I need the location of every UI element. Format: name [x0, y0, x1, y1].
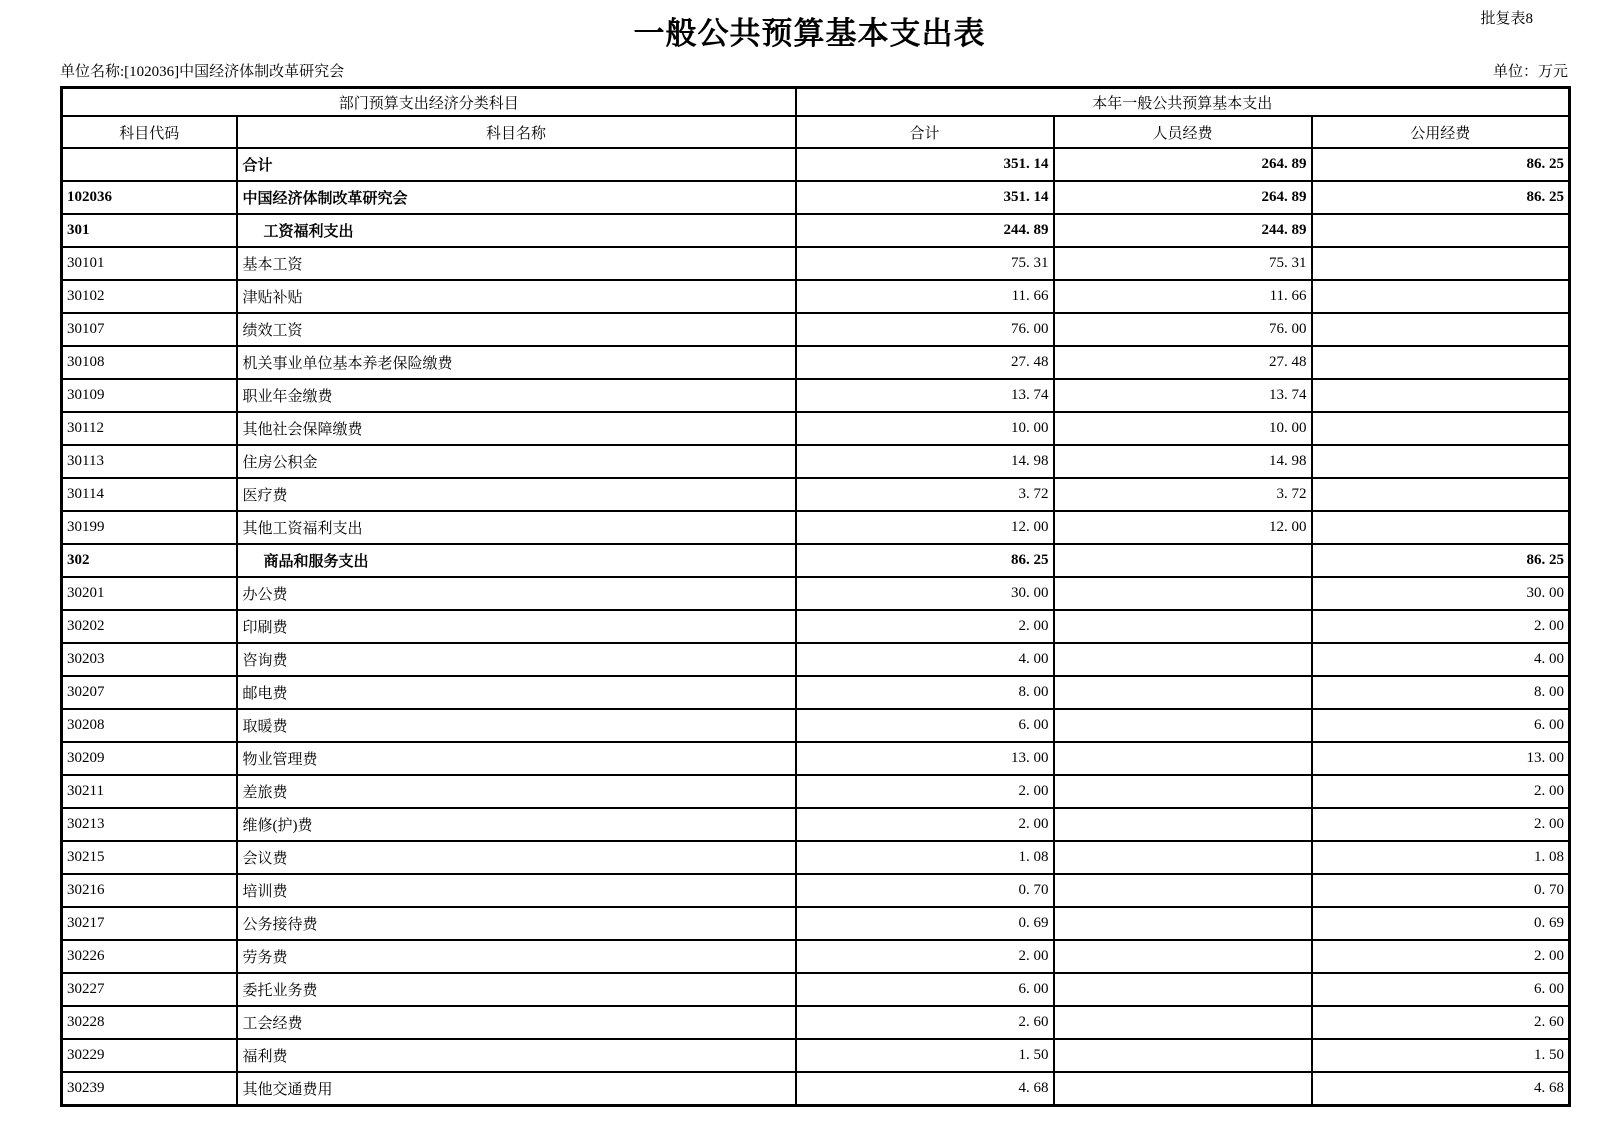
col-header-total: 合计 — [796, 116, 1054, 148]
total-amount-cell: 4. 00 — [796, 643, 1054, 676]
subject-name-cell: 委托业务费 — [237, 973, 796, 1006]
public-funds-cell: 13. 00 — [1312, 742, 1570, 775]
col-header-subject-name: 科目名称 — [237, 116, 796, 148]
personnel-funds-cell: 12. 00 — [1054, 511, 1312, 544]
table-row — [62, 973, 1570, 1006]
total-amount-cell: 8. 00 — [796, 676, 1054, 709]
personnel-funds-cell: 76. 00 — [1054, 313, 1312, 346]
total-amount-cell: 2. 60 — [796, 1006, 1054, 1039]
subject-code-cell: 30208 — [62, 709, 237, 742]
page-title: 一般公共预算基本支出表 — [633, 16, 986, 51]
total-amount-cell: 3. 72 — [796, 478, 1054, 511]
table-row — [62, 346, 1570, 379]
total-amount-cell: 2. 00 — [796, 610, 1054, 643]
table-row — [62, 379, 1570, 412]
subject-code-cell: 30109 — [62, 379, 237, 412]
subject-code-cell: 30227 — [62, 973, 237, 1006]
table-row — [62, 940, 1570, 973]
table-row — [62, 412, 1570, 445]
subject-code-cell: 30107 — [62, 313, 237, 346]
personnel-funds-cell: 27. 48 — [1054, 346, 1312, 379]
subject-code-cell: 30101 — [62, 247, 237, 280]
subject-code-cell: 30207 — [62, 676, 237, 709]
table-row — [62, 676, 1570, 709]
subject-code-cell: 30215 — [62, 841, 237, 874]
subject-code-cell: 30211 — [62, 775, 237, 808]
public-funds-cell: 86. 25 — [1312, 544, 1570, 577]
personnel-funds-cell: 10. 00 — [1054, 412, 1312, 445]
header-group-classification: 部门预算支出经济分类科目 — [62, 88, 796, 117]
table-row — [62, 1039, 1570, 1072]
total-amount-cell: 10. 00 — [796, 412, 1054, 445]
subject-name-cell: 福利费 — [237, 1039, 796, 1072]
subject-code-cell: 30226 — [62, 940, 237, 973]
table-row — [62, 214, 1570, 247]
subject-name-cell: 合计 — [237, 148, 796, 181]
personnel-funds-cell — [1054, 610, 1312, 643]
corner-form-label: 批复表8 — [1480, 11, 1533, 27]
public-funds-cell: 8. 00 — [1312, 676, 1570, 709]
subject-code-cell: 30113 — [62, 445, 237, 478]
total-amount-cell: 0. 70 — [796, 874, 1054, 907]
subject-name-cell: 工资福利支出 — [237, 214, 796, 247]
col-header-personnel-funds: 人员经费 — [1054, 116, 1312, 148]
table-row — [62, 577, 1570, 610]
subject-name-cell: 印刷费 — [237, 610, 796, 643]
subject-code-cell: 30239 — [62, 1072, 237, 1106]
subject-name-cell: 中国经济体制改革研究会 — [237, 181, 796, 214]
subject-code-cell: 102036 — [62, 181, 237, 214]
subject-name-cell: 取暖费 — [237, 709, 796, 742]
subject-code-cell: 30114 — [62, 478, 237, 511]
public-funds-cell — [1312, 412, 1570, 445]
subject-name-cell: 劳务费 — [237, 940, 796, 973]
table-row — [62, 907, 1570, 940]
table-row — [62, 808, 1570, 841]
subject-code-cell: 30112 — [62, 412, 237, 445]
total-amount-cell: 244. 89 — [796, 214, 1054, 247]
subject-name-cell: 住房公积金 — [237, 445, 796, 478]
table-row — [62, 643, 1570, 676]
table-row — [62, 1072, 1570, 1106]
public-funds-cell: 4. 00 — [1312, 643, 1570, 676]
table-row — [62, 610, 1570, 643]
table-row — [62, 1006, 1570, 1039]
total-amount-cell: 11. 66 — [796, 280, 1054, 313]
public-funds-cell: 6. 00 — [1312, 709, 1570, 742]
public-funds-cell — [1312, 313, 1570, 346]
total-amount-cell: 6. 00 — [796, 709, 1054, 742]
subject-name-cell: 维修(护)费 — [237, 808, 796, 841]
table-row — [62, 742, 1570, 775]
personnel-funds-cell: 3. 72 — [1054, 478, 1312, 511]
table-body — [62, 148, 1570, 1106]
subject-name-cell: 工会经费 — [237, 1006, 796, 1039]
personnel-funds-cell — [1054, 808, 1312, 841]
subject-name-cell: 差旅费 — [237, 775, 796, 808]
subject-code-cell: 302 — [62, 544, 237, 577]
public-funds-cell: 2. 00 — [1312, 775, 1570, 808]
public-funds-cell: 2. 60 — [1312, 1006, 1570, 1039]
public-funds-cell: 0. 70 — [1312, 874, 1570, 907]
col-header-subject-code: 科目代码 — [62, 116, 237, 148]
subject-name-cell: 机关事业单位基本养老保险缴费 — [237, 346, 796, 379]
table-row — [62, 478, 1570, 511]
subject-name-cell: 商品和服务支出 — [237, 544, 796, 577]
public-funds-cell: 1. 08 — [1312, 841, 1570, 874]
table-row — [62, 775, 1570, 808]
subject-code-cell: 30199 — [62, 511, 237, 544]
total-amount-cell: 1. 50 — [796, 1039, 1054, 1072]
public-funds-cell — [1312, 445, 1570, 478]
total-amount-cell: 75. 31 — [796, 247, 1054, 280]
total-amount-cell: 12. 00 — [796, 511, 1054, 544]
total-amount-cell: 351. 14 — [796, 148, 1054, 181]
public-funds-cell — [1312, 247, 1570, 280]
table-row — [62, 511, 1570, 544]
subject-code-cell: 30203 — [62, 643, 237, 676]
total-amount-cell: 2. 00 — [796, 940, 1054, 973]
total-amount-cell: 14. 98 — [796, 445, 1054, 478]
subject-name-cell: 物业管理费 — [237, 742, 796, 775]
table-row — [62, 313, 1570, 346]
personnel-funds-cell — [1054, 544, 1312, 577]
total-amount-cell: 0. 69 — [796, 907, 1054, 940]
public-funds-cell: 4. 68 — [1312, 1072, 1570, 1106]
personnel-funds-cell — [1054, 973, 1312, 1006]
public-funds-cell — [1312, 280, 1570, 313]
col-header-public-funds: 公用经费 — [1312, 116, 1570, 148]
table-row — [62, 544, 1570, 577]
table-row — [62, 874, 1570, 907]
subject-code-cell: 30229 — [62, 1039, 237, 1072]
public-funds-cell — [1312, 511, 1570, 544]
subject-name-cell: 其他工资福利支出 — [237, 511, 796, 544]
subject-code-cell: 30217 — [62, 907, 237, 940]
table-row — [62, 445, 1570, 478]
subject-code-cell: 30102 — [62, 280, 237, 313]
subject-name-cell: 其他交通费用 — [237, 1072, 796, 1106]
public-funds-cell: 86. 25 — [1312, 181, 1570, 214]
personnel-funds-cell — [1054, 874, 1312, 907]
total-amount-cell: 13. 74 — [796, 379, 1054, 412]
total-amount-cell: 76. 00 — [796, 313, 1054, 346]
personnel-funds-cell: 264. 89 — [1054, 148, 1312, 181]
public-funds-cell: 0. 69 — [1312, 907, 1570, 940]
table-row — [62, 181, 1570, 214]
subject-name-cell: 绩效工资 — [237, 313, 796, 346]
personnel-funds-cell — [1054, 907, 1312, 940]
subject-code-cell: 30213 — [62, 808, 237, 841]
personnel-funds-cell — [1054, 841, 1312, 874]
public-funds-cell: 30. 00 — [1312, 577, 1570, 610]
public-funds-cell: 2. 00 — [1312, 610, 1570, 643]
personnel-funds-cell: 14. 98 — [1054, 445, 1312, 478]
public-funds-cell — [1312, 214, 1570, 247]
total-amount-cell: 4. 68 — [796, 1072, 1054, 1106]
total-amount-cell: 86. 25 — [796, 544, 1054, 577]
public-funds-cell: 2. 00 — [1312, 808, 1570, 841]
subject-name-cell: 培训费 — [237, 874, 796, 907]
subject-name-cell: 基本工资 — [237, 247, 796, 280]
personnel-funds-cell: 11. 66 — [1054, 280, 1312, 313]
subject-code-cell: 301 — [62, 214, 237, 247]
personnel-funds-cell — [1054, 775, 1312, 808]
personnel-funds-cell — [1054, 1006, 1312, 1039]
table-row — [62, 148, 1570, 181]
budget-table — [60, 86, 1571, 1107]
subject-name-cell: 咨询费 — [237, 643, 796, 676]
total-amount-cell: 30. 00 — [796, 577, 1054, 610]
subject-name-cell: 津贴补贴 — [237, 280, 796, 313]
personnel-funds-cell — [1054, 676, 1312, 709]
public-funds-cell: 6. 00 — [1312, 973, 1570, 1006]
subject-name-cell: 医疗费 — [237, 478, 796, 511]
total-amount-cell: 2. 00 — [796, 808, 1054, 841]
total-amount-cell: 6. 00 — [796, 973, 1054, 1006]
meta-row — [60, 60, 1568, 81]
personnel-funds-cell: 244. 89 — [1054, 214, 1312, 247]
personnel-funds-cell: 13. 74 — [1054, 379, 1312, 412]
unit-of-measure-label: 单位：万元 — [1492, 64, 1568, 80]
personnel-funds-cell — [1054, 577, 1312, 610]
subject-code-cell: 30228 — [62, 1006, 237, 1039]
subject-name-cell: 办公费 — [237, 577, 796, 610]
total-amount-cell: 2. 00 — [796, 775, 1054, 808]
personnel-funds-cell — [1054, 643, 1312, 676]
table-row — [62, 247, 1570, 280]
public-funds-cell: 1. 50 — [1312, 1039, 1570, 1072]
personnel-funds-cell — [1054, 1072, 1312, 1106]
total-amount-cell: 1. 08 — [796, 841, 1054, 874]
subject-code-cell: 30108 — [62, 346, 237, 379]
subject-code-cell: 30209 — [62, 742, 237, 775]
table-row — [62, 709, 1570, 742]
subject-name-cell: 职业年金缴费 — [237, 379, 796, 412]
table-row — [62, 841, 1570, 874]
table-group-header-row — [62, 88, 1570, 117]
unit-name-label: 单位名称:[102036]中国经济体制改革研究会 — [60, 64, 345, 80]
public-funds-cell — [1312, 478, 1570, 511]
personnel-funds-cell — [1054, 1039, 1312, 1072]
public-funds-cell: 86. 25 — [1312, 148, 1570, 181]
subject-code-cell: 30201 — [62, 577, 237, 610]
personnel-funds-cell — [1054, 940, 1312, 973]
personnel-funds-cell — [1054, 709, 1312, 742]
public-funds-cell — [1312, 346, 1570, 379]
subject-name-cell: 其他社会保障缴费 — [237, 412, 796, 445]
public-funds-cell: 2. 00 — [1312, 940, 1570, 973]
total-amount-cell: 27. 48 — [796, 346, 1054, 379]
personnel-funds-cell — [1054, 742, 1312, 775]
table-column-header-row — [62, 116, 1570, 148]
subject-code-cell: 30216 — [62, 874, 237, 907]
subject-name-cell: 公务接待费 — [237, 907, 796, 940]
personnel-funds-cell: 75. 31 — [1054, 247, 1312, 280]
subject-code-cell — [62, 148, 237, 181]
public-funds-cell — [1312, 379, 1570, 412]
header-group-current-year-expenditure: 本年一般公共预算基本支出 — [796, 88, 1570, 117]
personnel-funds-cell: 264. 89 — [1054, 181, 1312, 214]
subject-code-cell: 30202 — [62, 610, 237, 643]
total-amount-cell: 351. 14 — [796, 181, 1054, 214]
subject-name-cell: 会议费 — [237, 841, 796, 874]
subject-name-cell: 邮电费 — [237, 676, 796, 709]
table-row — [62, 280, 1570, 313]
total-amount-cell: 13. 00 — [796, 742, 1054, 775]
